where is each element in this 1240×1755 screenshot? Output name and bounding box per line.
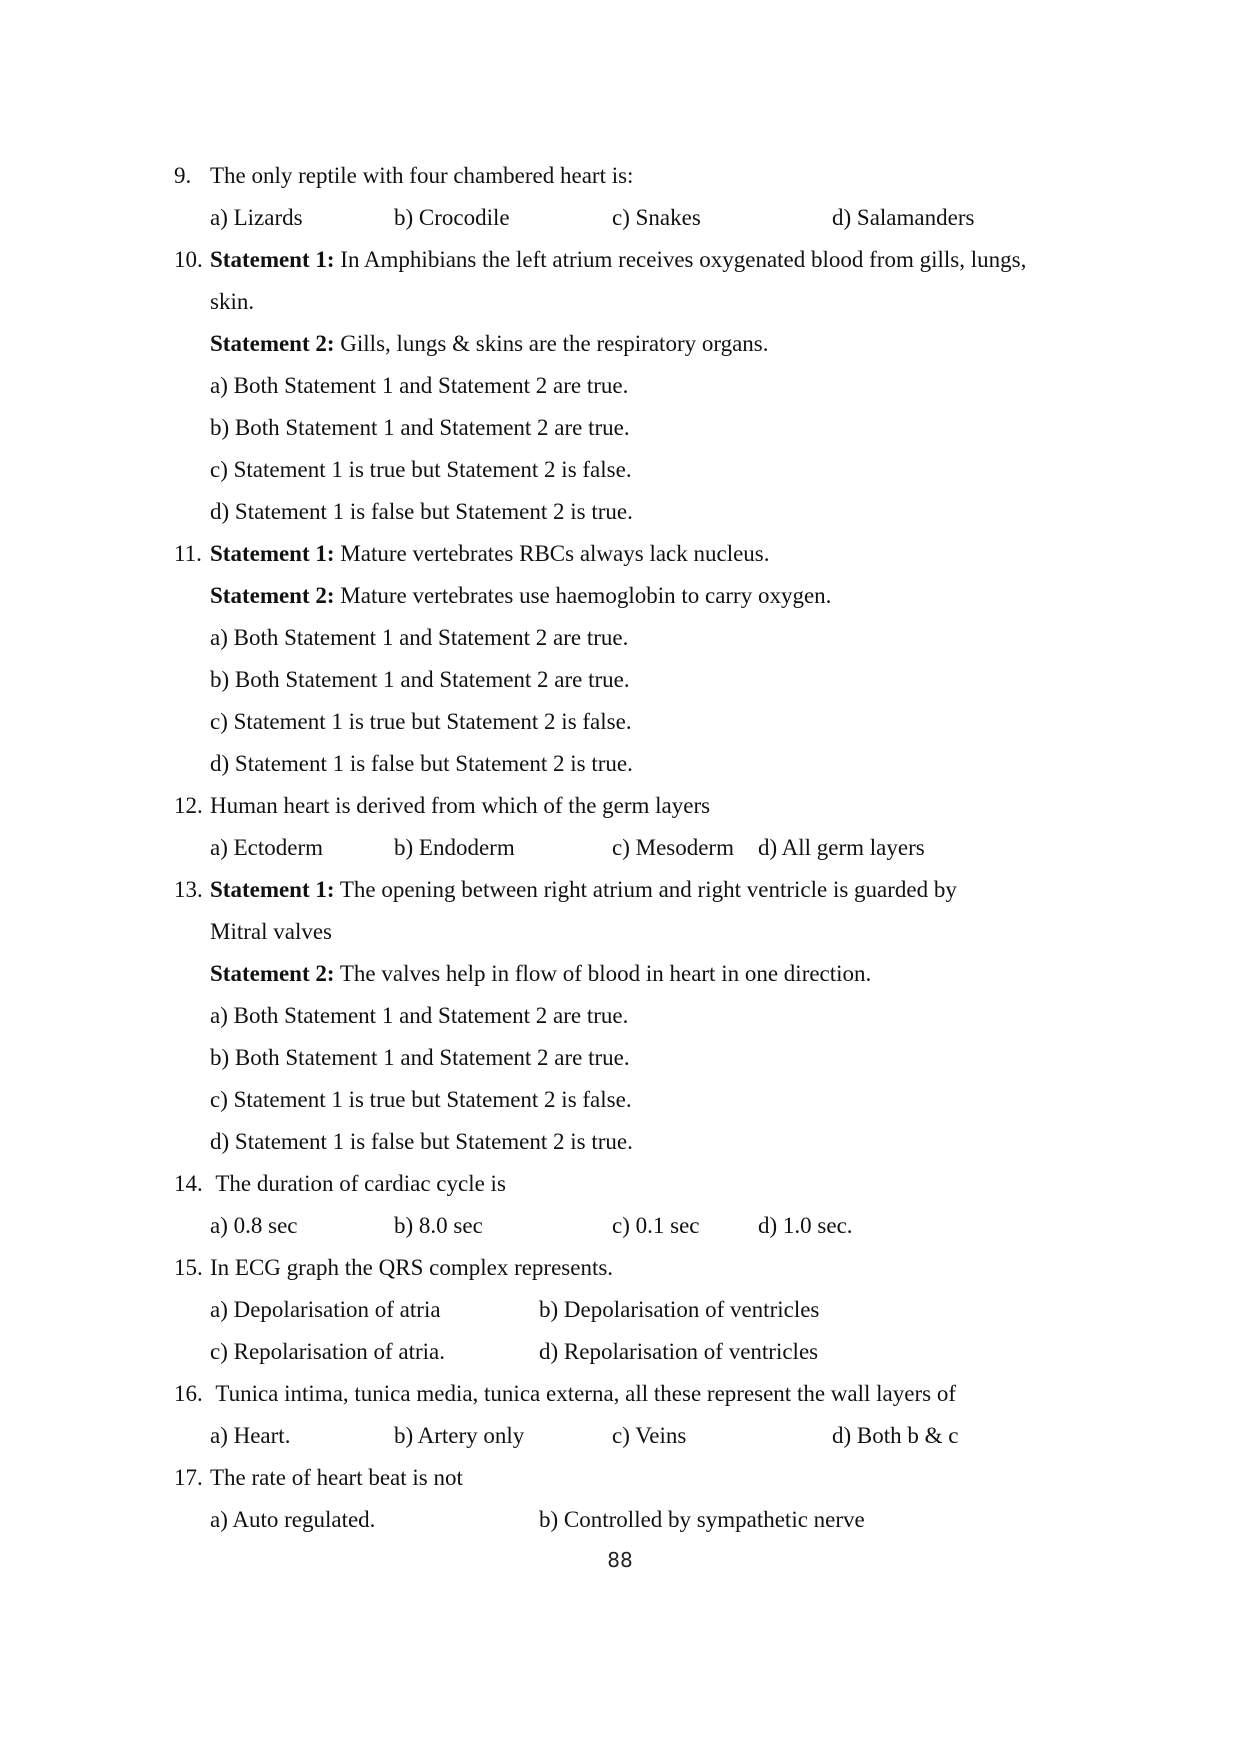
statement-1-text: Mature vertebrates RBCs always lack nucleus. [334,541,770,566]
statement-1-text: The opening between right atrium and right ventricle is guarded by [334,877,957,902]
question-15-options-row-2 [174,1331,1104,1373]
option-d: d) Both b & c [832,1423,959,1448]
question-text: The duration of cardiac cycle is [210,1171,506,1196]
option-c: c) Statement 1 is true but Statement 2 is false. [210,457,632,482]
question-14-options [174,1205,1104,1247]
question-17-options [174,1499,1104,1541]
question-10 [174,239,1104,281]
statement-1-continuation [174,911,1104,953]
question-number: 14. [174,1171,203,1196]
question-number: 16. [174,1381,203,1406]
question-list [174,155,1104,1541]
option-c: c) Repolarisation of atria. [210,1339,446,1364]
statement-2-text: The valves help in flow of blood in heart in one direction. [334,961,872,986]
question-number: 15. [174,1255,203,1280]
question-text: The rate of heart beat is not [210,1465,463,1490]
statement-1-continuation [174,281,1104,323]
question-11 [174,533,1104,575]
option-c: c) Statement 1 is true but Statement 2 is false. [210,1087,632,1112]
option-a: a) Both Statement 1 and Statement 2 are true. [210,373,629,398]
question-number: 17. [174,1465,203,1490]
statement-2-text: Mature vertebrates use haemoglobin to carry oxygen. [334,583,832,608]
option-b: b) Artery only [394,1423,525,1448]
question-12 [174,785,1104,827]
question-text: Human heart is derived from which of the germ layers [210,793,711,818]
option-a: a) Ectoderm [210,835,324,860]
option-d: d) Salamanders [832,205,975,230]
page-number: 88 [607,1548,633,1572]
statement-2-label: Statement 2: [210,583,335,608]
question-17 [174,1457,1104,1499]
question-16-options [174,1415,1104,1457]
statement-1-text-continued: Mitral valves [210,919,332,944]
statement-1-text: In Amphibians the left atrium receives oxygenated blood from gills, lungs, [334,247,1027,272]
option-a: a) Depolarisation of atria [210,1297,441,1322]
question-12-options [174,827,1104,869]
question-text: Tunica intima, tunica media, tunica externa, all these represent the wall layers of [210,1381,956,1406]
question-13 [174,869,1104,911]
option-b: b) Crocodile [394,205,510,230]
option-d: d) Statement 1 is false but Statement 2 is true. [210,499,633,524]
option-b: b) Endoderm [394,835,515,860]
question-text: In ECG graph the QRS complex represents. [210,1255,614,1280]
option-b: b) Both Statement 1 and Statement 2 are true. [210,415,630,440]
question-number: 13. [174,877,203,902]
statement-1-text-continued: skin. [210,289,255,314]
option-a: a) Lizards [210,205,303,230]
option-d: d) Statement 1 is false but Statement 2 is true. [210,1129,633,1154]
option-b: b) Controlled by sympathetic nerve [539,1507,865,1532]
option-d: d) Repolarisation of ventricles [539,1339,819,1364]
option-a: a) Both Statement 1 and Statement 2 are true. [210,625,629,650]
statement-2 [174,953,1104,995]
question-15-options-row-1 [174,1289,1104,1331]
statement-2-label: Statement 2: [210,331,335,356]
option-b: b) Both Statement 1 and Statement 2 are true. [210,1045,630,1070]
option-a: a) 0.8 sec [210,1213,298,1238]
question-text: The only reptile with four chambered heart is: [210,163,634,188]
option-c: c) Veins [612,1423,687,1448]
option-d: d) Statement 1 is false but Statement 2 is true. [210,751,633,776]
option-b: b) Depolarisation of ventricles [539,1297,820,1322]
statement-2-label: Statement 2: [210,961,335,986]
statement-2 [174,323,1104,365]
question-14 [174,1163,1104,1205]
option-a: a) Auto regulated. [210,1507,376,1532]
question-15 [174,1247,1104,1289]
question-number: 12. [174,793,203,818]
option-d: d) All germ layers [758,835,925,860]
statement-1-label: Statement 1: [210,247,335,272]
option-a: a) Both Statement 1 and Statement 2 are true. [210,1003,629,1028]
question-9-options [174,197,1104,239]
statement-2-text: Gills, lungs & skins are the respiratory organs. [334,331,769,356]
option-c: c) 0.1 sec [612,1213,700,1238]
option-b: b) Both Statement 1 and Statement 2 are true. [210,667,630,692]
statement-2 [174,575,1104,617]
statement-1-label: Statement 1: [210,877,335,902]
question-number: 11. [174,541,202,566]
option-d: d) 1.0 sec. [758,1213,853,1238]
question-9 [174,155,1104,197]
statement-1-label: Statement 1: [210,541,335,566]
option-b: b) 8.0 sec [394,1213,483,1238]
option-a: a) Heart. [210,1423,291,1448]
option-c: c) Statement 1 is true but Statement 2 is false. [210,709,632,734]
option-c: c) Snakes [612,205,701,230]
question-number: 9. [174,163,192,188]
option-c: c) Mesoderm [612,835,734,860]
question-16 [174,1373,1104,1415]
question-number: 10. [174,247,203,272]
